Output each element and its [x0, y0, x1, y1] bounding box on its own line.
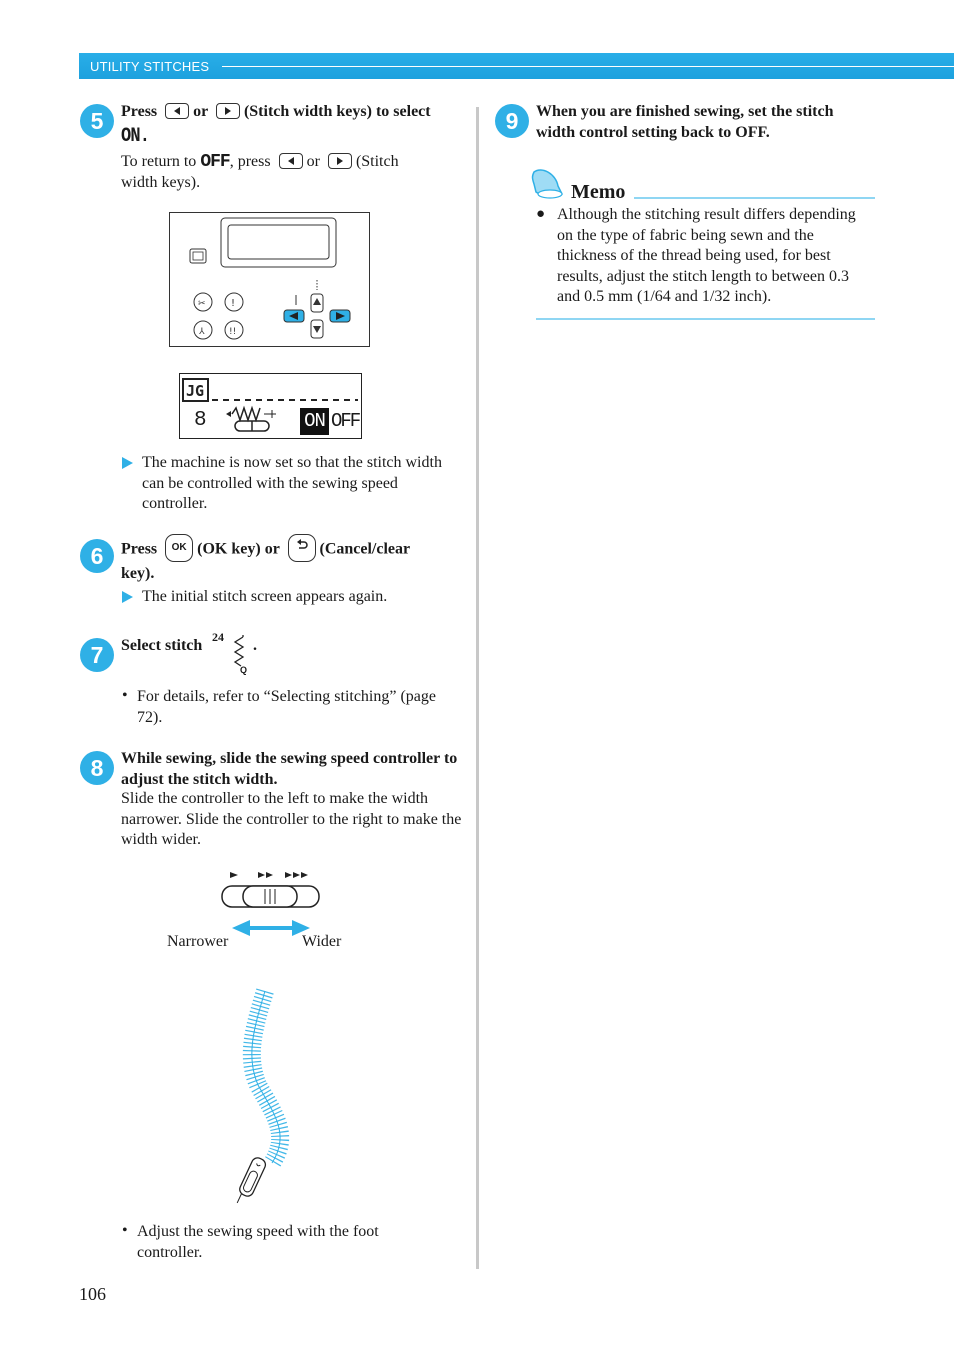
memo-title-rule [634, 197, 875, 199]
memo-bell-icon [528, 168, 564, 202]
cancel-clear-key-icon [288, 534, 316, 562]
step-8-instruction: While sewing, slide the sewing speed controller to adjust the stitch width. [121, 750, 458, 788]
step-5-note-lcd-off: OFF [200, 152, 230, 172]
svg-text:!: ! [231, 298, 236, 309]
step-6-suffix-2: key). [121, 565, 155, 582]
step-6-press: Press [121, 540, 158, 558]
step-6-mid: (OK key) or [197, 540, 280, 558]
page-number: 106 [79, 1284, 106, 1304]
header-rule [222, 66, 954, 67]
machine-panel-illustration [169, 212, 371, 348]
section-header-label: UTILITY STITCHES [90, 59, 210, 74]
step-5-press: Press [121, 103, 158, 120]
step-8-badge: 8 [80, 751, 114, 785]
memo-title: Memo [571, 181, 626, 203]
step-5-note-prefix: To return to [121, 153, 197, 170]
step-7-period: . [253, 637, 257, 654]
result-arrow-icon [122, 591, 133, 603]
memo-bottom-rule [536, 318, 875, 320]
step-5-note-mid: , press [229, 153, 271, 170]
zigzag-seam-illustration [230, 985, 320, 1207]
step-5-note-or: or [306, 153, 320, 170]
memo-item: Although the stitching result differs depending on the type of fabric being sewn and the thickness of the thread being used, for best results, adjust the stitch length to between 0.3 and 0.5 mm (1/64 and 1/32 inch). [557, 206, 856, 305]
lcd-screen-illustration [179, 373, 362, 439]
bullet: • [122, 1222, 128, 1239]
left-arrow-key-icon [279, 153, 303, 169]
step-5-lcd-on: ON. [121, 125, 150, 148]
step-7-badge: 7 [80, 638, 114, 672]
column-divider [476, 107, 479, 1269]
step-5-result: The machine is now set so that the stitch width can be controlled with the sewing speed controller. [142, 454, 442, 512]
step-5-instruction [121, 101, 466, 122]
svg-text:JG: JG [186, 382, 205, 400]
svg-text:✂: ✂ [198, 299, 206, 309]
step-5-note [121, 152, 466, 193]
wider-label: Wider [302, 933, 342, 950]
step-5-or: or [193, 103, 208, 120]
svg-text:⅄: ⅄ [199, 327, 205, 337]
lcd-on-indicator: ON [300, 408, 329, 435]
step-9-instruction: When you are finished sewing, set the stitch width control setting back to OFF. [536, 103, 834, 141]
step-6-suffix: (Cancel/clear [319, 540, 411, 558]
step-5-note-suffix-2: width keys). [121, 173, 201, 191]
right-arrow-key-icon [216, 103, 240, 119]
step-5-badge: 5 [80, 104, 114, 138]
step-7-instruction: Select stitch [121, 637, 203, 654]
memo-bullet-icon: ● [536, 206, 546, 222]
step-8-bullet: Adjust the sewing speed with the foot controller. [137, 1223, 379, 1261]
step-6-badge: 6 [80, 539, 114, 573]
svg-text:!!: !! [229, 327, 237, 337]
left-arrow-key-icon [165, 103, 189, 119]
step-8-body: Slide the controller to the left to make the width narrower. Slide the controller to the right to make the width wider. [121, 790, 462, 848]
result-arrow-icon [122, 457, 133, 469]
lcd-off-indicator: OFF [331, 410, 360, 432]
step-5-note-suffix-1: (Stitch [355, 153, 399, 170]
bullet: • [122, 687, 128, 704]
lcd-stitch-number: 8 [194, 409, 207, 432]
right-arrow-key-icon [328, 153, 352, 169]
step-5-suffix: (Stitch width keys) to select [243, 103, 431, 120]
speed-controller-illustration [218, 868, 324, 938]
step-6-result: The initial stitch screen appears again. [142, 588, 388, 605]
step-7-stitch-number: 24 [212, 630, 224, 644]
step-7-bullet: For details, refer to “Selecting stitching” (page 72). [137, 688, 437, 726]
step-6-instruction [121, 536, 466, 584]
stitch-icon-letter: Q [240, 665, 248, 675]
narrower-label: Narrower [167, 933, 229, 950]
ok-key-icon: OK [165, 534, 193, 562]
step-9-badge: 9 [495, 104, 529, 138]
